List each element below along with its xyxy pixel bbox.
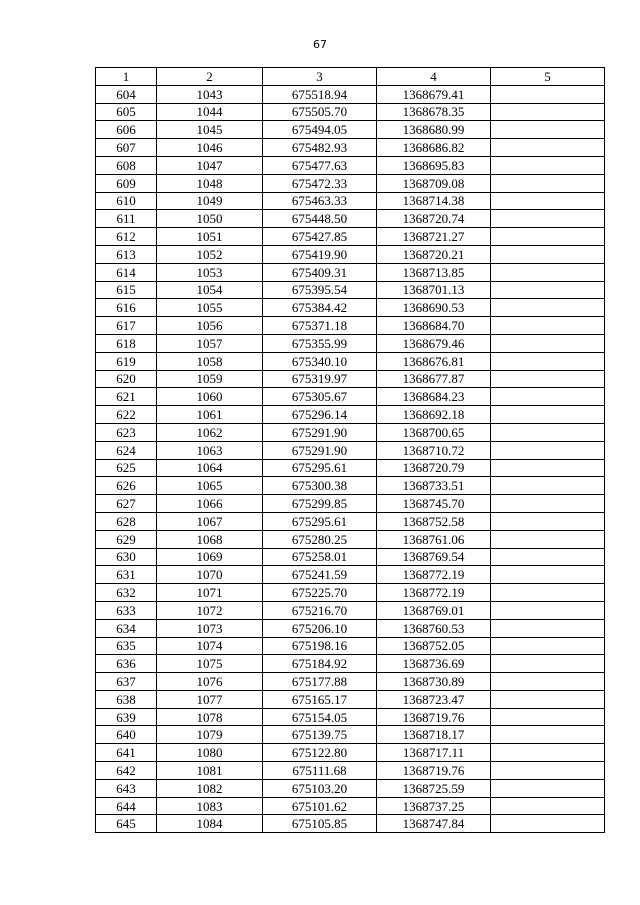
column-header: 3 [263,68,377,86]
table-row [96,210,605,228]
table-cell: 1076 [157,673,263,691]
table-cell: 1079 [157,726,263,744]
table-row [96,228,605,246]
table-cell: 632 [96,584,157,602]
table-cell: 675409.31 [263,263,377,281]
table-cell: 1072 [157,601,263,619]
table-cell: 675472.33 [263,174,377,192]
table-row [96,121,605,139]
table-cell: 1368723.47 [377,690,491,708]
table-cell [491,174,605,192]
table-cell [491,690,605,708]
table-cell: 675280.25 [263,530,377,548]
table-cell: 629 [96,530,157,548]
table-cell: 1368752.58 [377,512,491,530]
table-cell: 640 [96,726,157,744]
table-cell [491,779,605,797]
table-row [96,406,605,424]
table-cell: 1368717.11 [377,744,491,762]
table-cell: 615 [96,281,157,299]
table-row [96,708,605,726]
table-cell: 1068 [157,530,263,548]
table-cell: 645 [96,815,157,833]
table-cell: 1368700.65 [377,423,491,441]
table-cell: 675419.90 [263,245,377,263]
coordinates-table [95,67,605,833]
table-cell: 675505.70 [263,103,377,121]
table-cell: 644 [96,797,157,815]
table-cell [491,477,605,495]
table-cell [491,156,605,174]
column-header: 4 [377,68,491,86]
table-cell: 633 [96,601,157,619]
table-row [96,779,605,797]
table-row [96,673,605,691]
table-cell: 1061 [157,406,263,424]
table-cell [491,192,605,210]
table-row [96,317,605,335]
table-row [96,192,605,210]
table-cell: 675448.50 [263,210,377,228]
table-cell: 675494.05 [263,121,377,139]
table-row [96,530,605,548]
table-cell: 631 [96,566,157,584]
table-cell: 626 [96,477,157,495]
table-cell: 1368684.23 [377,388,491,406]
table-cell: 617 [96,317,157,335]
table-cell: 675291.90 [263,423,377,441]
table-cell: 634 [96,619,157,637]
table-cell: 624 [96,441,157,459]
table-cell: 610 [96,192,157,210]
table-cell: 1368709.08 [377,174,491,192]
table-row [96,477,605,495]
table-cell: 1051 [157,228,263,246]
table-cell: 675477.63 [263,156,377,174]
table-cell: 1074 [157,637,263,655]
table-cell: 1071 [157,584,263,602]
table-cell: 1050 [157,210,263,228]
table-cell [491,744,605,762]
table-cell: 1077 [157,690,263,708]
table-cell: 611 [96,210,157,228]
table-cell: 614 [96,263,157,281]
table-cell: 612 [96,228,157,246]
table-row [96,566,605,584]
table-cell [491,655,605,673]
table-cell: 1043 [157,85,263,103]
table-cell [491,406,605,424]
table-cell: 618 [96,334,157,352]
table-cell: 675355.99 [263,334,377,352]
table-cell: 1368710.72 [377,441,491,459]
table-cell: 675105.85 [263,815,377,833]
table-cell: 608 [96,156,157,174]
table-cell: 1368733.51 [377,477,491,495]
table-cell: 1368725.59 [377,779,491,797]
table-cell: 675198.16 [263,637,377,655]
table-cell: 675295.61 [263,512,377,530]
table-cell: 619 [96,352,157,370]
table-cell [491,388,605,406]
table-cell: 1057 [157,334,263,352]
table-cell: 1368730.89 [377,673,491,691]
table-cell [491,317,605,335]
table-cell: 1368752.05 [377,637,491,655]
table-cell: 675295.61 [263,459,377,477]
table-cell [491,370,605,388]
table-row [96,744,605,762]
table-cell: 642 [96,762,157,780]
table-cell: 1047 [157,156,263,174]
column-header: 2 [157,68,263,86]
table-row [96,103,605,121]
table-cell: 1060 [157,388,263,406]
table-row [96,512,605,530]
table-cell [491,103,605,121]
table-cell [491,441,605,459]
table-cell [491,281,605,299]
table-cell: 1054 [157,281,263,299]
table-cell: 675177.88 [263,673,377,691]
table-cell [491,762,605,780]
table-cell: 675319.97 [263,370,377,388]
table-cell: 1048 [157,174,263,192]
table-cell: 639 [96,708,157,726]
table-cell: 1075 [157,655,263,673]
table-cell: 607 [96,139,157,157]
table-cell [491,619,605,637]
table-cell: 1368720.21 [377,245,491,263]
table-row [96,495,605,513]
table-cell: 1368679.41 [377,85,491,103]
table-cell [491,459,605,477]
table-cell: 627 [96,495,157,513]
column-header: 5 [491,68,605,86]
table-cell: 1368769.01 [377,601,491,619]
table-cell: 675111.68 [263,762,377,780]
table-cell: 1081 [157,762,263,780]
table-cell [491,495,605,513]
table-cell: 1058 [157,352,263,370]
table-cell: 1368714.38 [377,192,491,210]
table-cell: 675206.10 [263,619,377,637]
table-cell: 675139.75 [263,726,377,744]
table-cell: 675427.85 [263,228,377,246]
table-cell [491,726,605,744]
table-cell: 1069 [157,548,263,566]
table-cell: 1368719.76 [377,708,491,726]
table-row [96,263,605,281]
table-cell: 1062 [157,423,263,441]
table-cell: 1368695.83 [377,156,491,174]
table-cell: 1368718.17 [377,726,491,744]
table-cell: 635 [96,637,157,655]
table-row [96,619,605,637]
table-cell: 675258.01 [263,548,377,566]
table-cell: 1070 [157,566,263,584]
table-cell: 1368720.79 [377,459,491,477]
table-cell: 1084 [157,815,263,833]
table-cell [491,139,605,157]
table-cell: 623 [96,423,157,441]
table-cell: 1368761.06 [377,530,491,548]
table-cell: 1368679.46 [377,334,491,352]
table-cell: 675122.80 [263,744,377,762]
table-row [96,815,605,833]
table-cell: 1064 [157,459,263,477]
table-row [96,85,605,103]
table-cell: 620 [96,370,157,388]
table-cell: 605 [96,103,157,121]
table-row [96,370,605,388]
table-cell: 1368721.27 [377,228,491,246]
table-row [96,245,605,263]
table-cell: 1055 [157,299,263,317]
table-cell: 675225.70 [263,584,377,602]
table-cell: 1065 [157,477,263,495]
table-cell: 675518.94 [263,85,377,103]
table-cell [491,352,605,370]
table-cell [491,566,605,584]
table-cell: 675154.05 [263,708,377,726]
table-cell [491,210,605,228]
table-cell: 675299.85 [263,495,377,513]
table-cell: 1368737.25 [377,797,491,815]
table-cell: 1078 [157,708,263,726]
table-cell: 675184.92 [263,655,377,673]
table-cell [491,512,605,530]
table-cell: 1368680.99 [377,121,491,139]
table-cell: 1067 [157,512,263,530]
table-cell: 675296.14 [263,406,377,424]
table-cell [491,815,605,833]
table-cell: 1368713.85 [377,263,491,281]
table-cell: 1368690.53 [377,299,491,317]
table-cell [491,263,605,281]
column-header: 1 [96,68,157,86]
table-cell: 621 [96,388,157,406]
table-cell: 675165.17 [263,690,377,708]
table-cell: 625 [96,459,157,477]
table-cell: 1368720.74 [377,210,491,228]
table-row [96,388,605,406]
table-cell: 675384.42 [263,299,377,317]
table-cell: 675482.93 [263,139,377,157]
table-cell: 1368684.70 [377,317,491,335]
table-cell [491,334,605,352]
table-cell: 1044 [157,103,263,121]
table-cell [491,530,605,548]
table-cell: 637 [96,673,157,691]
table-row [96,299,605,317]
table-row [96,441,605,459]
table-cell: 1063 [157,441,263,459]
table-body [96,85,605,832]
table-row [96,334,605,352]
table-cell [491,228,605,246]
table-cell [491,299,605,317]
table-row [96,423,605,441]
table-cell: 1045 [157,121,263,139]
table-cell: 636 [96,655,157,673]
table-row [96,797,605,815]
table-cell: 1368701.13 [377,281,491,299]
table-cell: 675103.20 [263,779,377,797]
table-cell: 1368678.35 [377,103,491,121]
table-cell: 675395.54 [263,281,377,299]
table-cell: 1368745.70 [377,495,491,513]
table-cell: 675101.62 [263,797,377,815]
table-cell [491,797,605,815]
table-cell: 1368772.19 [377,584,491,602]
table-cell: 1368760.53 [377,619,491,637]
table-cell: 613 [96,245,157,263]
table-row [96,548,605,566]
table-row [96,174,605,192]
table-cell [491,708,605,726]
table-cell: 609 [96,174,157,192]
table-cell: 675216.70 [263,601,377,619]
table-cell [491,121,605,139]
table-cell: 1066 [157,495,263,513]
table-row [96,726,605,744]
table-row [96,139,605,157]
table-cell: 1080 [157,744,263,762]
table-row [96,459,605,477]
table-row [96,352,605,370]
table-cell: 675305.67 [263,388,377,406]
table-cell: 1368747.84 [377,815,491,833]
table-row [96,281,605,299]
table-cell: 641 [96,744,157,762]
table-cell: 675340.10 [263,352,377,370]
table-cell: 675291.90 [263,441,377,459]
table-cell: 1368772.19 [377,566,491,584]
table-row [96,762,605,780]
table-cell: 1052 [157,245,263,263]
table-cell [491,584,605,602]
table-cell: 1368719.76 [377,762,491,780]
table-cell: 1073 [157,619,263,637]
table-cell: 1368686.82 [377,139,491,157]
table-cell: 643 [96,779,157,797]
table-row [96,156,605,174]
table-cell: 616 [96,299,157,317]
table-cell: 1083 [157,797,263,815]
table-cell: 1082 [157,779,263,797]
table-cell: 606 [96,121,157,139]
table-row [96,637,605,655]
table-cell: 675300.38 [263,477,377,495]
table-cell: 675241.59 [263,566,377,584]
table-cell [491,85,605,103]
table-cell: 1056 [157,317,263,335]
table-cell [491,637,605,655]
table-cell: 628 [96,512,157,530]
table-row [96,584,605,602]
table-cell: 604 [96,85,157,103]
page-number: 67 [313,38,327,51]
table-cell [491,673,605,691]
table-cell: 1368736.69 [377,655,491,673]
table-cell [491,601,605,619]
table-cell: 1368677.87 [377,370,491,388]
table-cell [491,548,605,566]
table-row [96,690,605,708]
table-cell: 675463.33 [263,192,377,210]
table-cell: 675371.18 [263,317,377,335]
table-cell: 1046 [157,139,263,157]
table-cell: 622 [96,406,157,424]
table-cell: 1049 [157,192,263,210]
table-cell: 1368769.54 [377,548,491,566]
table-cell: 638 [96,690,157,708]
table-row [96,655,605,673]
table-cell: 1059 [157,370,263,388]
table-cell: 630 [96,548,157,566]
table-cell: 1368692.18 [377,406,491,424]
table-cell [491,423,605,441]
table-row [96,601,605,619]
table-header-row [96,68,605,86]
table-cell: 1053 [157,263,263,281]
table-cell: 1368676.81 [377,352,491,370]
table-cell [491,245,605,263]
